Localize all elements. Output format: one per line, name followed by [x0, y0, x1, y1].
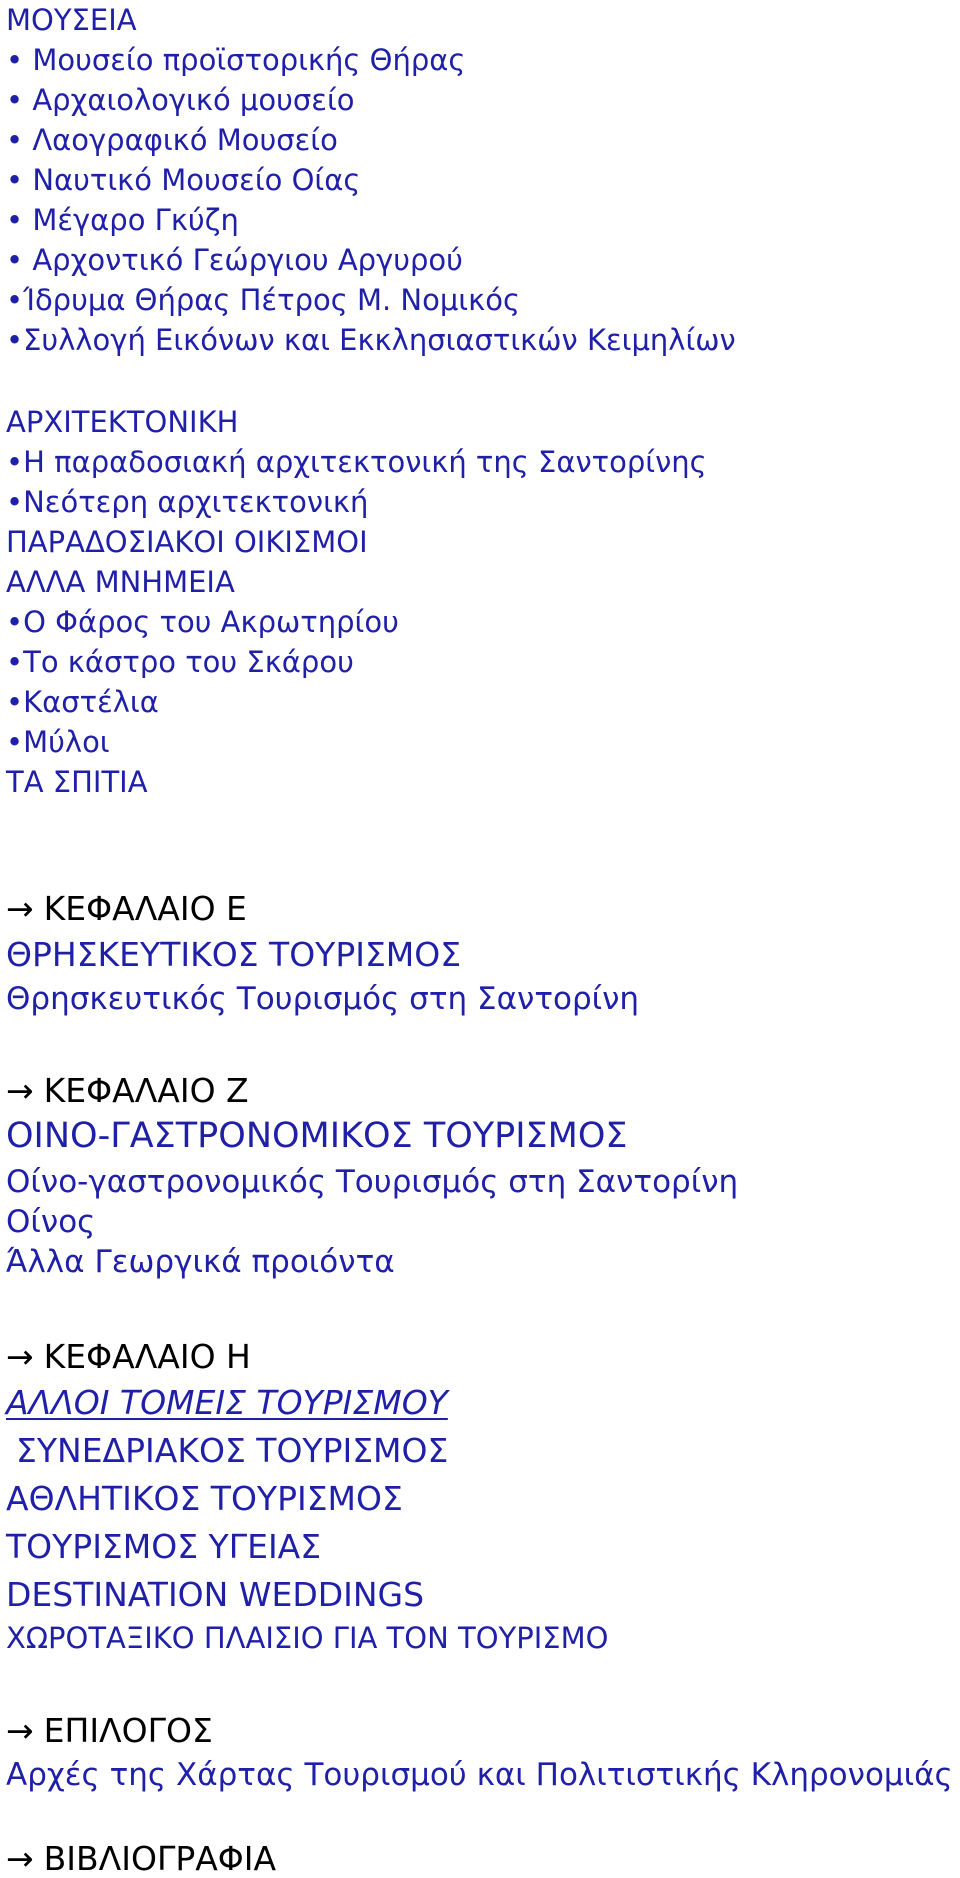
list-item: •Μύλοι [6, 725, 110, 759]
list-item: • Ναυτικό Μουσείο Οίας [6, 163, 361, 197]
list-item: •Ο Φάρος του Ακρωτηρίου [6, 605, 399, 639]
list-item: •Συλλογή Εικόνων και Εκκλησιαστικών Κειμηλίων [6, 323, 736, 357]
list-item: •Καστέλια [6, 685, 159, 719]
section-heading-settlements: ΠΑΡΑΔΟΣΙΑΚΟΙ ΟΙΚΙΣΜΟΙ [6, 525, 368, 559]
chapter-heading: → ΕΠΙΛΟΓΟΣ [6, 1711, 213, 1750]
list-item: •Η παραδοσιακή αρχιτεκτονική της Σαντορίνης [6, 445, 707, 479]
chapter-subtopic: Θρησκευτικός Τουρισμός στη Σαντορίνη [6, 981, 640, 1017]
chapter-subtopic: ΧΩΡΟΤΑΞΙΚΟ ΠΛΑΙΣΙΟ ΓΙΑ ΤΟΝ ΤΟΥΡΙΣΜΟ [6, 1621, 609, 1655]
chapter-subtopic: ΣΥΝΕΔΡΙΑΚΟΣ ΤΟΥΡΙΣΜΟΣ [16, 1431, 449, 1470]
arrow-right-icon: → [6, 1337, 34, 1376]
chapter-subtopic: DESTINATION WEDDINGS [6, 1575, 425, 1614]
arrow-right-icon: → [6, 889, 34, 928]
list-item: • Μέγαρο Γκύζη [6, 203, 239, 237]
list-item: • Μουσείο προϊστορικής Θήρας [6, 43, 466, 77]
arrow-right-icon: → [6, 1839, 34, 1878]
chapter-subtopic: Οίνος [6, 1204, 96, 1240]
section-heading-houses: ΤΑ ΣΠΙΤΙΑ [6, 765, 148, 799]
chapter-subtopic: Οίνο-γαστρονομικός Τουρισμός στη Σαντορίνη [6, 1164, 739, 1200]
list-item: •Το κάστρο του Σκάρου [6, 645, 354, 679]
chapter-subtopic: ΑΘΛΗΤΙΚΟΣ ΤΟΥΡΙΣΜΟΣ [6, 1479, 403, 1518]
chapter-heading: → ΚΕΦΑΛΑΙΟ Ζ [6, 1071, 249, 1110]
section-heading-monuments: ΑΛΛΑ ΜΝΗΜΕΙΑ [6, 565, 235, 599]
chapter-subtopic: Αρχές της Χάρτας Τουρισμού και Πολιτιστικής Κληρονομιάς [6, 1757, 953, 1793]
list-item: •Ίδρυμα Θήρας Πέτρος Μ. Νομικός [6, 283, 520, 317]
chapter-title: ΘΡΗΣΚΕΥΤΙΚΟΣ ΤΟΥΡΙΣΜΟΣ [6, 935, 462, 974]
chapter-subtopic: ΤΟΥΡΙΣΜΟΣ ΥΓΕΙΑΣ [6, 1527, 322, 1566]
arrow-right-icon: → [6, 1711, 34, 1750]
section-heading-architecture: ΑΡΧΙΤΕΚΤΟΝΙΚΗ [6, 405, 239, 439]
chapter-heading: → ΚΕΦΑΛΑΙΟ Η [6, 1337, 251, 1376]
list-item: • Αρχοντικό Γεώργιου Αργυρού [6, 243, 463, 277]
arrow-right-icon: → [6, 1071, 34, 1110]
chapter-subtopic: Άλλα Γεωργικά προιόντα [6, 1244, 395, 1280]
list-item: • Λαογραφικό Μουσείο [6, 123, 338, 157]
list-item: •Νεότερη αρχιτεκτονική [6, 485, 369, 519]
chapter-title: ΟΙΝΟ-ΓΑΣΤΡΟΝΟΜΙΚΟΣ ΤΟΥΡΙΣΜΟΣ [6, 1116, 628, 1156]
chapter-title: ΑΛΛΟΙ ΤΟΜΕΙΣ ΤΟΥΡΙΣΜΟΥ [6, 1383, 448, 1422]
chapter-heading: → ΒΙΒΛΙΟΓΡΑΦΙΑ [6, 1839, 277, 1878]
chapter-heading: → ΚΕΦΑΛΑΙΟ Ε [6, 889, 247, 928]
list-item: • Αρχαιολογικό μουσείο [6, 83, 355, 117]
section-heading-museums: ΜΟΥΣΕΙΑ [6, 3, 137, 37]
